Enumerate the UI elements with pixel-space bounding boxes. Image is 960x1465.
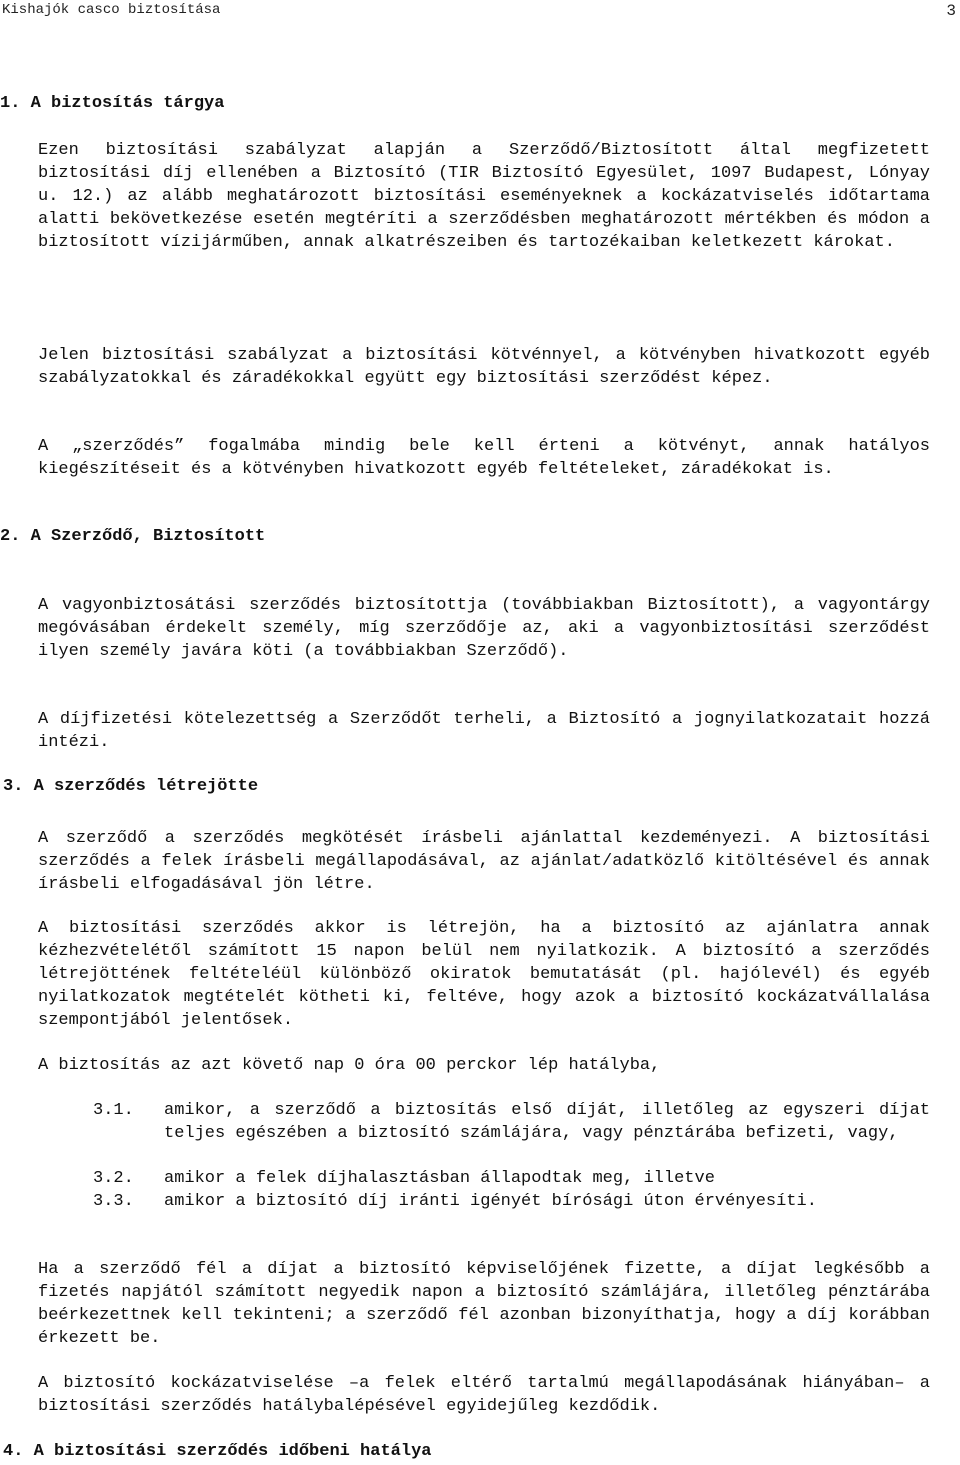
section-3-paragraph-3: A biztosítás az azt követő nap 0 óra 00 perckor lép hatályba, — [38, 1056, 661, 1075]
running-header-title: Kishajók casco biztosítása — [2, 2, 221, 18]
list-item-number: 3.3. — [93, 1192, 134, 1211]
list-item — [93, 1099, 930, 1145]
section-1-heading: 1. A biztosítás tárgya — [0, 94, 225, 113]
page-header — [0, 2, 958, 24]
section-2-heading: 2. A Szerződő, Biztosított — [0, 527, 266, 546]
list-item-text: amikor, a szerződő a biztosítás első díját, illetőleg az egyszeri díjat teljes egészében a biztosító számlájára, vagy pénztárába befizeti, vagy, — [164, 1101, 930, 1143]
section-2-paragraph-2: A díjfizetési kötelezettség a Szerződőt terheli, a Biztosító a jognyilatkozatait hozzá intézi. — [38, 710, 930, 752]
section-1-paragraph-2: Jelen biztosítási szabályzat a biztosítási kötvénnyel, a kötvényben hivatkozott egyéb szabályzatokkal és záradékokkal együtt egy biztosítási szerződést képez. — [38, 346, 930, 388]
section-1-paragraph-3: A „szerződés” fogalmába mindig bele kell érteni a kötvényt, annak hatályos kiegészítéseit és a kötvényben hivatkozott egyéb feltételeket, záradékokat is. — [38, 437, 930, 479]
list-item-text: amikor a felek díjhalasztásban állapodtak meg, illetve — [164, 1169, 715, 1188]
section-1-paragraph-1: Ezen biztosítási szabályzat alapján a Szerződő/Biztosított által megfizetett biztosítási díj ellenében a Biztosító (TIR Biztosító Egyesület, 1097 Budapest, Lónyay u. 12.) az alább meghatározott biztosítási eseményeknek a kockázatviselés időtartama alatti bekövetkezése esetén megtéríti a szerződésben meghatározott mértékben és módon a biztosított vízijárműben, annak alkatrészeiben és tartozékaiban keletkezett károkat. — [38, 141, 930, 252]
section-4-heading: 4. A biztosítási szerződés időbeni hatálya — [3, 1442, 432, 1461]
list-item-text: amikor a biztosító díj iránti igényét bírósági úton érvényesíti. — [164, 1192, 817, 1211]
list-item-number: 3.2. — [93, 1169, 134, 1188]
section-3-paragraph-4: Ha a szerződő fél a díjat a biztosító képviselőjének fizette, a díjat legkésőbb a fizetés napjától számított negyedik napon a biztosító számlájára, illetőleg pénztárába beérkezettnek kell tekinteni; a szerződő fél azonban bizonyíthatja, hogy a díj korábban érkezett be. — [38, 1260, 930, 1348]
section-3-paragraph-5: A biztosító kockázatviselése –a felek eltérő tartalmú megállapodásának hiányában– a biztosítási szerződés hatálybalépésével egyidejűleg kezdődik. — [38, 1374, 930, 1416]
section-3-paragraph-2: A biztosítási szerződés akkor is létrejön, ha a biztosító az ajánlatra annak kézhezvételétől számított 15 napon belül nem nyilatkozik. A biztosító a szerződés létrejöttének feltételéül különböző okiratok bemutatását (pl. hajólevél) és egyéb nyilatkozatok megtételét kötheti ki, feltéve, hogy azok a biztosító kockázatvállalása szempontjából jelentősek. — [38, 919, 930, 1030]
list-item — [93, 1167, 930, 1190]
list-item-number: 3.1. — [93, 1101, 134, 1120]
list-item — [93, 1190, 930, 1213]
section-2-paragraph-1: A vagyonbiztosátási szerződés biztosítottja (továbbiakban Biztosított), a vagyontárgy megóvásában érdekelt személy, míg szerződője az, aki a vagyonbiztosítási szerződést ilyen személy javára köti (a továbbiakban Szerződő). — [38, 596, 930, 661]
page-number: 3 — [946, 2, 956, 20]
section-3-heading: 3. A szerződés létrejötte — [3, 777, 259, 796]
section-3-paragraph-1: A szerződő a szerződés megkötését írásbeli ajánlattal kezdeményezi. A biztosítási szerződés a felek írásbeli megállapodásával, az ajánlat/adatközlő kitöltésével és annak írásbeli elfogadásával jön létre. — [38, 829, 930, 894]
